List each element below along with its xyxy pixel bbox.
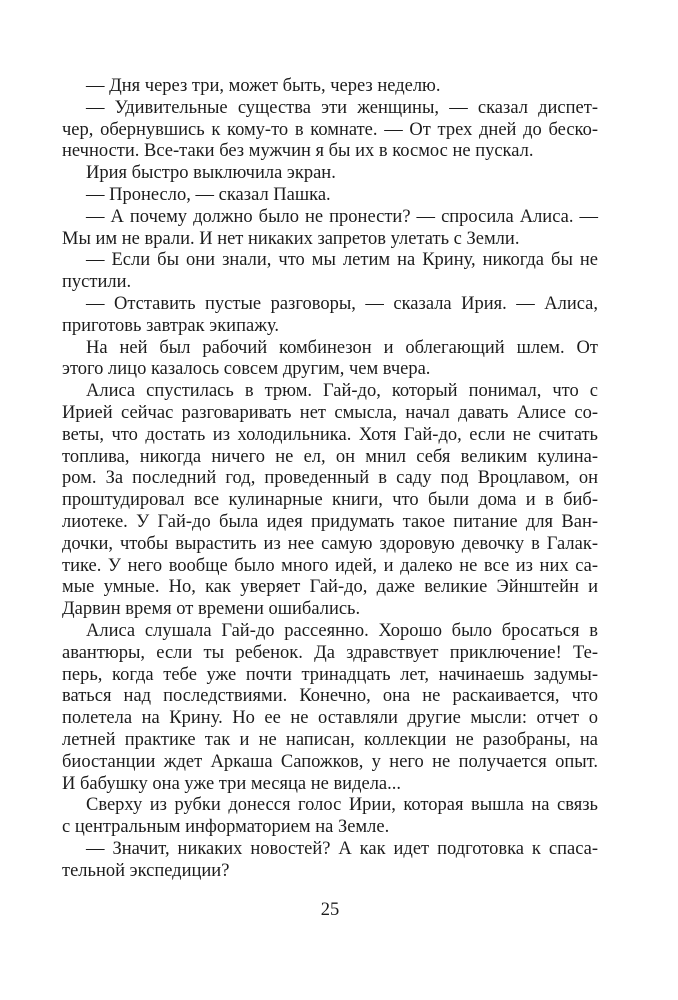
text-line: Ирией сейчас разговаривать нет смысла, начал давать Алисе со-: [62, 402, 598, 423]
text-line: — Дня через три, может быть, через неделю.: [86, 76, 441, 96]
paragraph: [62, 76, 598, 98]
paragraph: [62, 294, 598, 338]
paragraph: [62, 163, 598, 185]
text-line: пустили.: [62, 272, 132, 293]
text-line: На ней был рабочий комбинезон и облегающий шлем. От: [86, 337, 598, 358]
text-line: проштудировал все кулинарные книги, что были дома и в биб-: [62, 490, 598, 511]
text-line: с центральным информаторием на Земле.: [62, 817, 390, 838]
text-line: полетела на Крину. Но ее не оставляли другие мысли: отчет о: [62, 708, 598, 729]
paragraph: [62, 338, 598, 382]
text-line: — Пронесло, — сказал Пашка.: [86, 184, 331, 205]
text-line: Сверху из рубки донесся голос Ирии, которая вышла на связь: [86, 795, 598, 816]
text-line: Дарвин время от времени ошибались.: [62, 599, 361, 620]
text-line: чер, обернувшись к кому-то в комнате. — От трех дней до беско-: [62, 119, 598, 140]
paragraph: [62, 185, 598, 207]
text-line: Алиса спустилась в трюм. Гай-до, который понимал, что с: [86, 381, 598, 402]
text-line: И бабушку она уже три месяца не видела...: [62, 773, 402, 794]
text-line: — Отставить пустые разговоры, — сказала Ирия. — Алиса,: [86, 293, 598, 314]
text-line: биостанции ждет Аркаша Сапожков, у него не получается опыт.: [62, 751, 598, 772]
text-line: веты, что достать из холодильника. Хотя Гай-до, если не считать: [62, 424, 598, 445]
text-line: летней практике так и не написан, коллекции не разобраны, на: [62, 729, 598, 750]
text-line: — А почему должно было не пронести? — спросила Алиса. —: [86, 206, 598, 227]
paragraph: [62, 207, 598, 251]
text-line: — Если бы они знали, что мы летим на Крину, никогда бы не: [86, 250, 598, 271]
text-line: тике. У него вообще было много идей, и далеко не все из них са-: [62, 555, 598, 576]
text-line: Мы им не врали. И нет никаких запретов улетать с Земли.: [62, 228, 520, 249]
paragraph: [62, 795, 598, 839]
text-line: дочки, чтобы вырастить из нее самую здоровую девочку в Галак-: [62, 533, 598, 554]
text-line: топлива, никогда ничего не ел, он мнил себя великим кулина-: [62, 446, 598, 467]
text-line: — Удивительные существа эти женщины, — сказал диспет-: [86, 97, 598, 118]
page-text: [62, 76, 598, 882]
page-number: 25: [320, 900, 340, 920]
paragraph: [62, 381, 598, 621]
text-line: лиотеке. У Гай-до была идея придумать такое питание для Ван-: [62, 511, 598, 532]
paragraph: [62, 98, 598, 163]
text-line: приготовь завтрак экипажу.: [62, 315, 279, 336]
text-line: нечности. Все-таки без мужчин я бы их в космос не пускал.: [62, 141, 534, 162]
paragraph: [62, 839, 598, 883]
paragraph: [62, 621, 598, 795]
text-line: Ирия быстро выключила экран.: [86, 163, 336, 184]
paragraph: [62, 250, 598, 294]
text-line: перь, когда тебе уже почти тринадцать лет, начинаешь задумы-: [62, 664, 598, 685]
text-line: этого лицо казалось совсем другим, чем вчера.: [62, 359, 431, 380]
text-line: ром. За последний год, проведенный в саду под Вроцлавом, он: [62, 468, 598, 489]
text-line: мые умные. Но, как уверяет Гай-до, даже великие Эйнштейн и: [62, 577, 598, 598]
text-line: ваться над последствиями. Конечно, она не раскаивается, что: [62, 686, 598, 707]
text-line: авантюры, если ты ребенок. Да здравствует приключение! Те-: [62, 642, 598, 663]
text-line: Алиса слушала Гай-до рассеянно. Хорошо было бросаться в: [86, 620, 598, 641]
text-line: — Значит, никаких новостей? А как идет подготовка к спаса-: [86, 838, 598, 859]
text-line: тельной экспедиции?: [62, 860, 230, 881]
